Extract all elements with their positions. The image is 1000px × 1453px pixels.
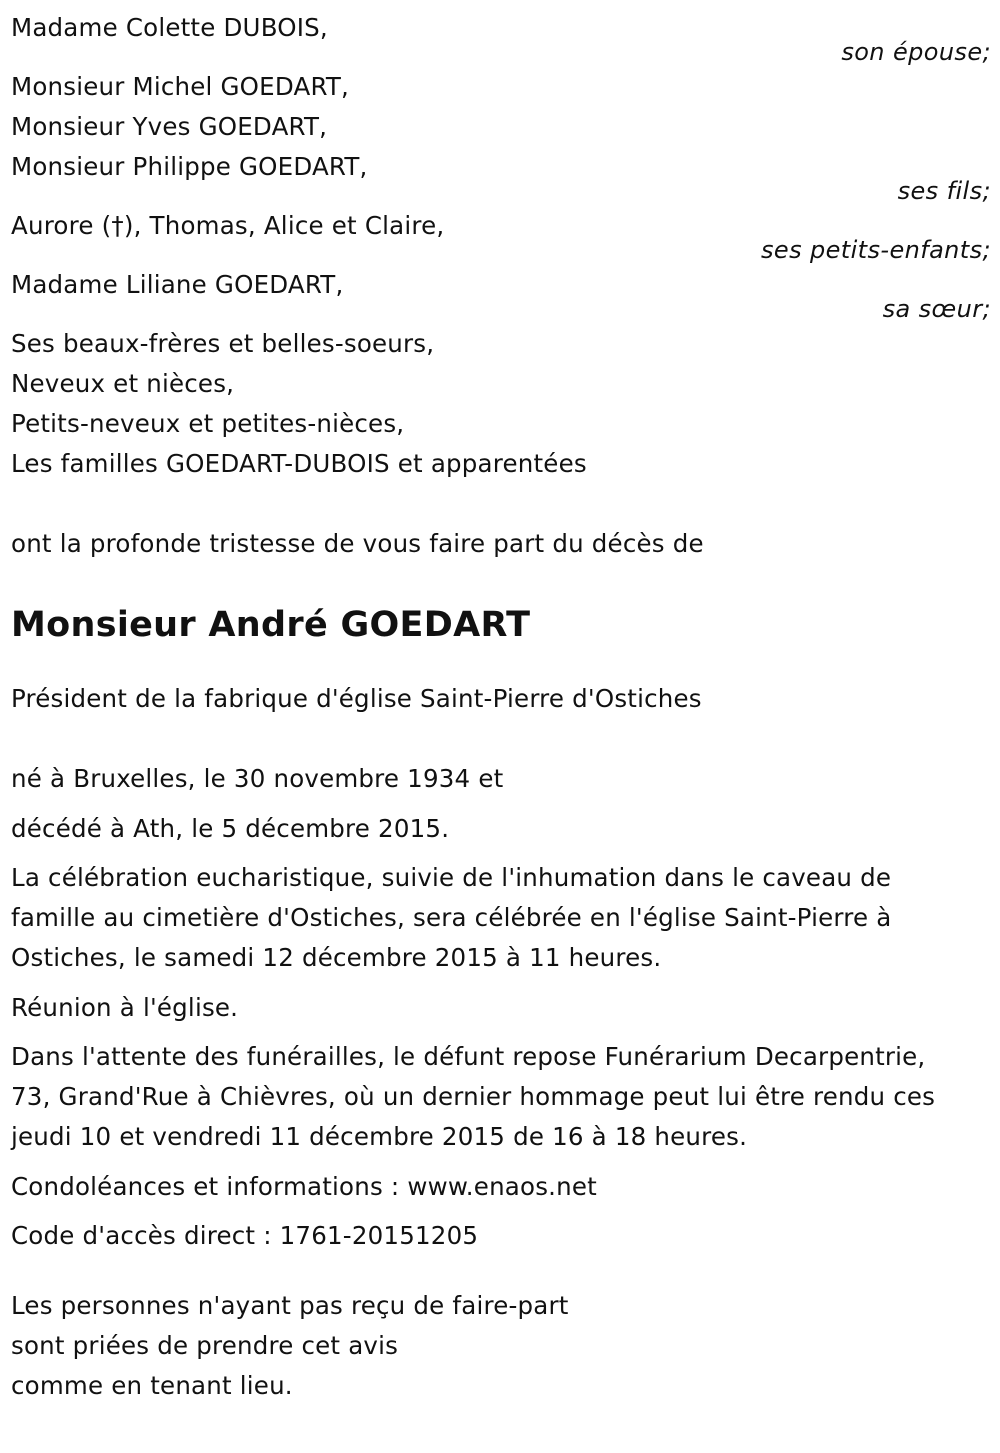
- son-name: Monsieur Michel GOEDART,: [11, 72, 350, 101]
- deceased-title: Président de la fabrique d'église Saint-Pierre d'Ostiches: [11, 684, 702, 713]
- relatives-line: Ses beaux-frères et belles-soeurs,: [11, 329, 435, 358]
- death-info: décédé à Ath, le 5 décembre 2015.: [11, 813, 450, 843]
- obituary-notice: [11, 8, 991, 1406]
- relatives-line: Neveux et nièces,: [11, 369, 235, 398]
- ceremony-line: famille au cimetière d'Ostiches, sera célébrée en l'église Saint-Pierre à: [11, 903, 892, 932]
- meeting-info: Réunion à l'église.: [11, 992, 239, 1022]
- family-sons: [11, 67, 991, 203]
- birth-info: né à Bruxelles, le 30 novembre 1934 et: [11, 764, 504, 793]
- announcement-text: ont la profonde tristesse de vous faire part du décès de: [11, 529, 704, 558]
- ceremony-line: La célébration eucharistique, suivie de l'inhumation dans le caveau de: [11, 863, 892, 892]
- ceremony-paragraph: [11, 858, 991, 978]
- closing-line: sont priées de prendre cet avis: [11, 1331, 399, 1360]
- spouse-name: Madame Colette DUBOIS,: [11, 13, 328, 42]
- sister-relation: sa sœur;: [882, 295, 991, 323]
- grandchildren-relation: ses petits-enfants;: [761, 236, 991, 264]
- closing-paragraph: [11, 1286, 991, 1406]
- viewing-line: Dans l'attente des funérailles, le défunt repose Funérarium Decarpentrie,: [11, 1042, 926, 1071]
- sons-relation: ses fils;: [897, 177, 991, 205]
- access-code: Code d'accès direct : 1761-20151205: [11, 1221, 479, 1250]
- grandchildren-names: Aurore (†), Thomas, Alice et Claire,: [11, 211, 445, 240]
- viewing-paragraph: [11, 1037, 991, 1157]
- son-name: Monsieur Yves GOEDART,: [11, 112, 328, 141]
- relatives-line: Les familles GOEDART-DUBOIS et apparentées: [11, 449, 587, 478]
- viewing-line: 73, Grand'Rue à Chièvres, où un dernier hommage peut lui être rendu ces: [11, 1082, 936, 1111]
- spouse-relation: son épouse;: [841, 38, 991, 66]
- ceremony-line: Ostiches, le samedi 12 décembre 2015 à 11 heures.: [11, 943, 662, 972]
- condolences-info: Condoléances et informations : www.enaos.net: [11, 1171, 597, 1201]
- son-name: Monsieur Philippe GOEDART,: [11, 152, 368, 181]
- deceased-name: Monsieur André GOEDART: [11, 605, 531, 645]
- family-spouse: [11, 8, 991, 64]
- family-sister: [11, 265, 991, 321]
- viewing-line: jeudi 10 et vendredi 11 décembre 2015 de 16 à 18 heures.: [11, 1122, 748, 1151]
- family-grandchildren: [11, 206, 991, 262]
- relatives-line: Petits-neveux et petites-nièces,: [11, 409, 405, 438]
- closing-line: Les personnes n'ayant pas reçu de faire-part: [11, 1291, 569, 1320]
- closing-line: comme en tenant lieu.: [11, 1371, 293, 1400]
- sister-name: Madame Liliane GOEDART,: [11, 270, 344, 299]
- family-others: [11, 324, 991, 484]
